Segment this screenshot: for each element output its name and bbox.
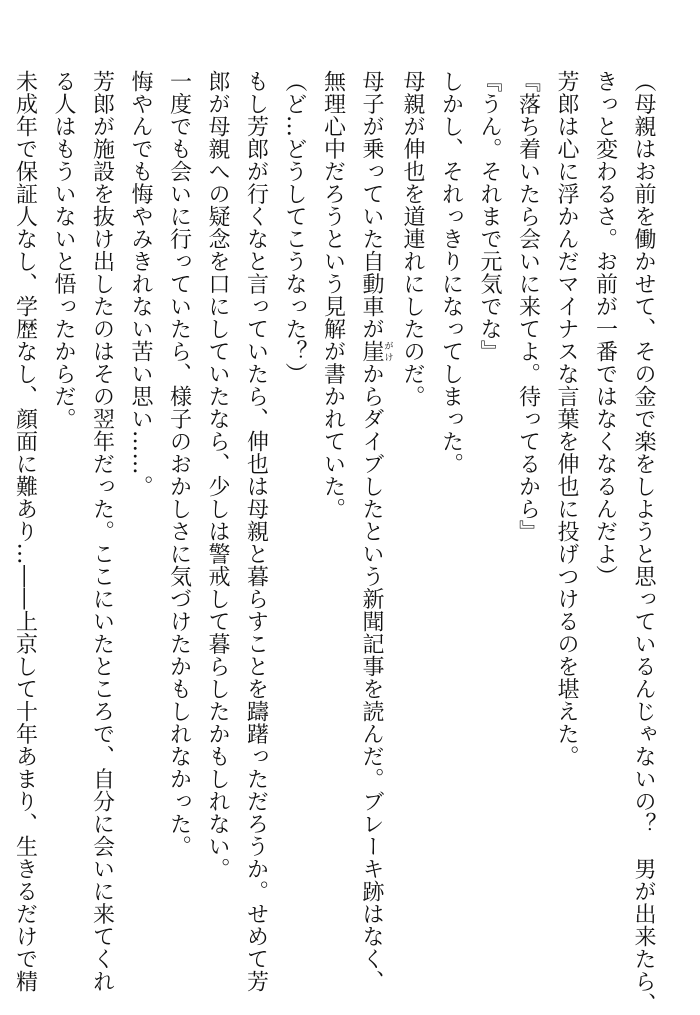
text-line-10: （ど…どうしてこうなった？）	[282, 70, 307, 385]
text-line-3: 芳郎は心に浮かんだマイナスな言葉を伸也に投げつけるのを堪えた。	[554, 70, 579, 768]
text-line-5: 『うん。それまで元気でな』	[477, 70, 502, 363]
text-line-12: 郎が母親への疑念を口にしていたなら、少しは警戒して暮らしたかもしれない。	[205, 70, 230, 880]
text-line-9: 無理心中だろうという見解が書かれていた。	[320, 70, 346, 520]
text-line-11: もし芳郎が行くなと言っていたら、伸也は母親と暮らすことを躊躇っただろうか。せめて芳	[243, 70, 269, 993]
text-line-2: きっと変わるさ。お前が一番ではなくなるんだよ）	[592, 70, 618, 588]
ruby-annotation: 崖がけ	[359, 340, 393, 363]
text-line-8: 母子が乗っていた自動車が崖がけからダイブしたという新聞記事を読んだ。ブレーキ跡はなく、	[359, 70, 393, 993]
text-line-6: しかし、それっきりになってしまった。	[438, 70, 464, 475]
text-line-15: 芳郎が施設を抜け出したのはその翌年だった。ここにいたところで、自分に会いに来てくれ	[89, 70, 115, 993]
text-line-1: （母親はお前を働かせて、その金で楽をしようと思っているんじゃないの？ 男が出来たら、	[631, 70, 656, 1015]
text-line-7: 母親が伸也を道連れにしたのだ。	[400, 70, 425, 408]
text-line-16: る人はもういないと悟ったからだ。	[51, 70, 76, 430]
vertical-text-body	[5, 70, 662, 1015]
text-line-13: 一度でも会いに行っていたら、様子のおかしさに気づけたかもしれなかった。	[166, 70, 192, 858]
text-line-4: 『落ち着いたら会いに来てよ。待ってるから』	[515, 70, 541, 543]
text-line-14: 悔やんでも悔やみきれない苦い思い……。	[128, 70, 153, 498]
text-line-17: 未成年で保証人なし、学歴なし、顔面に難あり…――上京して十年あまり、生きるだけで精	[12, 70, 38, 993]
